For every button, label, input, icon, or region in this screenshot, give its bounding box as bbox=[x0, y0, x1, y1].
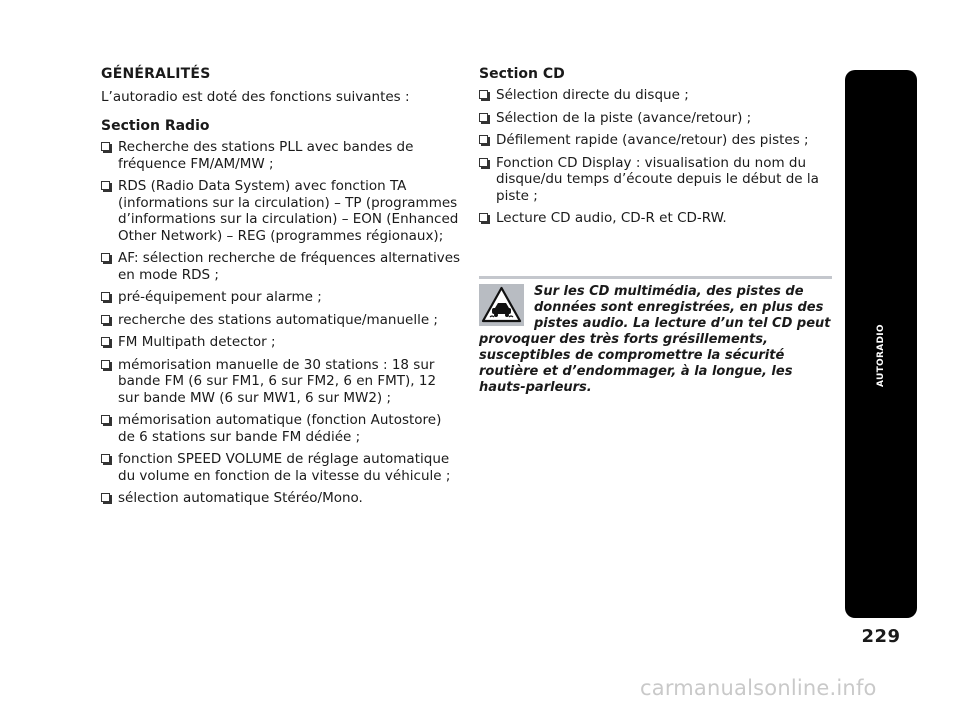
list-item: Sélection de la piste (avance/retour) ; bbox=[479, 110, 834, 127]
checkbox-bullet-icon bbox=[101, 454, 110, 463]
page-heading: GÉNÉRALITÉS bbox=[101, 66, 211, 82]
checkbox-bullet-icon bbox=[101, 493, 110, 502]
checkbox-bullet-icon bbox=[479, 158, 488, 167]
watermark: carmanualsonline.info bbox=[640, 676, 877, 700]
checkbox-bullet-icon bbox=[479, 213, 488, 222]
warning-divider bbox=[479, 276, 832, 279]
checkbox-bullet-icon bbox=[479, 90, 488, 99]
checkbox-bullet-icon bbox=[479, 113, 488, 122]
checkbox-bullet-icon bbox=[101, 292, 110, 301]
radio-feature-list bbox=[101, 139, 461, 507]
list-item: mémorisation automatique (fonction Autostore) de 6 stations sur bande FM dédiée ; bbox=[101, 412, 461, 445]
warning-text-continuation: provoquer des très forts grésillements, susceptibles de compromettre la sécurité routière et d’endommager, à la longue, les hauts-parleurs. bbox=[479, 332, 793, 395]
cd-feature-list bbox=[479, 87, 834, 227]
warning-triangle-icon bbox=[479, 284, 524, 326]
list-item: Fonction CD Display : visualisation du nom du disque/du temps d’écoute depuis le début de la piste ; bbox=[479, 155, 834, 205]
list-item: FM Multipath detector ; bbox=[101, 334, 461, 351]
checkbox-bullet-icon bbox=[479, 135, 488, 144]
list-item: mémorisation manuelle de 30 stations : 18 sur bande FM (6 sur FM1, 6 sur FM2, 6 en FMT), 12 sur bande MW (6 sur MW1, 6 sur MW2) ; bbox=[101, 357, 461, 407]
list-item: sélection automatique Stéréo/Mono. bbox=[101, 490, 461, 507]
intro-text: L’autoradio est doté des fonctions suivantes : bbox=[101, 89, 410, 105]
checkbox-bullet-icon bbox=[101, 315, 110, 324]
checkbox-bullet-icon bbox=[101, 360, 110, 369]
right-column bbox=[479, 66, 834, 233]
checkbox-bullet-icon bbox=[101, 337, 110, 346]
page-number: 229 bbox=[861, 626, 901, 647]
list-item: AF: sélection recherche de fréquences alternatives en mode RDS ; bbox=[101, 250, 461, 283]
checkbox-bullet-icon bbox=[101, 253, 110, 262]
list-item: Recherche des stations PLL avec bandes de fréquence FM/AM/MW ; bbox=[101, 139, 461, 172]
section-cd-title: Section CD bbox=[479, 66, 565, 82]
list-item: fonction SPEED VOLUME de réglage automatique du volume en fonction de la vitesse du véhicule ; bbox=[101, 451, 461, 484]
checkbox-bullet-icon bbox=[101, 181, 110, 190]
section-radio-title: Section Radio bbox=[101, 118, 210, 134]
list-item: Lecture CD audio, CD-R et CD-RW. bbox=[479, 210, 834, 227]
left-column bbox=[101, 66, 461, 513]
checkbox-bullet-icon bbox=[101, 142, 110, 151]
list-item: RDS (Radio Data System) avec fonction TA (informations sur la circulation) – TP (programmes d’informations sur la circulation) – EON (Enhanced Other Network) – REG (programmes régionaux); bbox=[101, 178, 461, 244]
warning-text-lead: Sur les CD multimédia, des pistes de données sont enregistrées, en plus des pistes audio. La lecture d’un tel CD peut bbox=[534, 284, 831, 331]
checkbox-bullet-icon bbox=[101, 415, 110, 424]
list-item: recherche des stations automatique/manuelle ; bbox=[101, 312, 461, 329]
chapter-tab-label: AUTORADIO bbox=[876, 324, 886, 387]
list-item: Défilement rapide (avance/retour) des pistes ; bbox=[479, 132, 834, 149]
list-item: Sélection directe du disque ; bbox=[479, 87, 834, 104]
list-item: pré-équipement pour alarme ; bbox=[101, 289, 461, 306]
